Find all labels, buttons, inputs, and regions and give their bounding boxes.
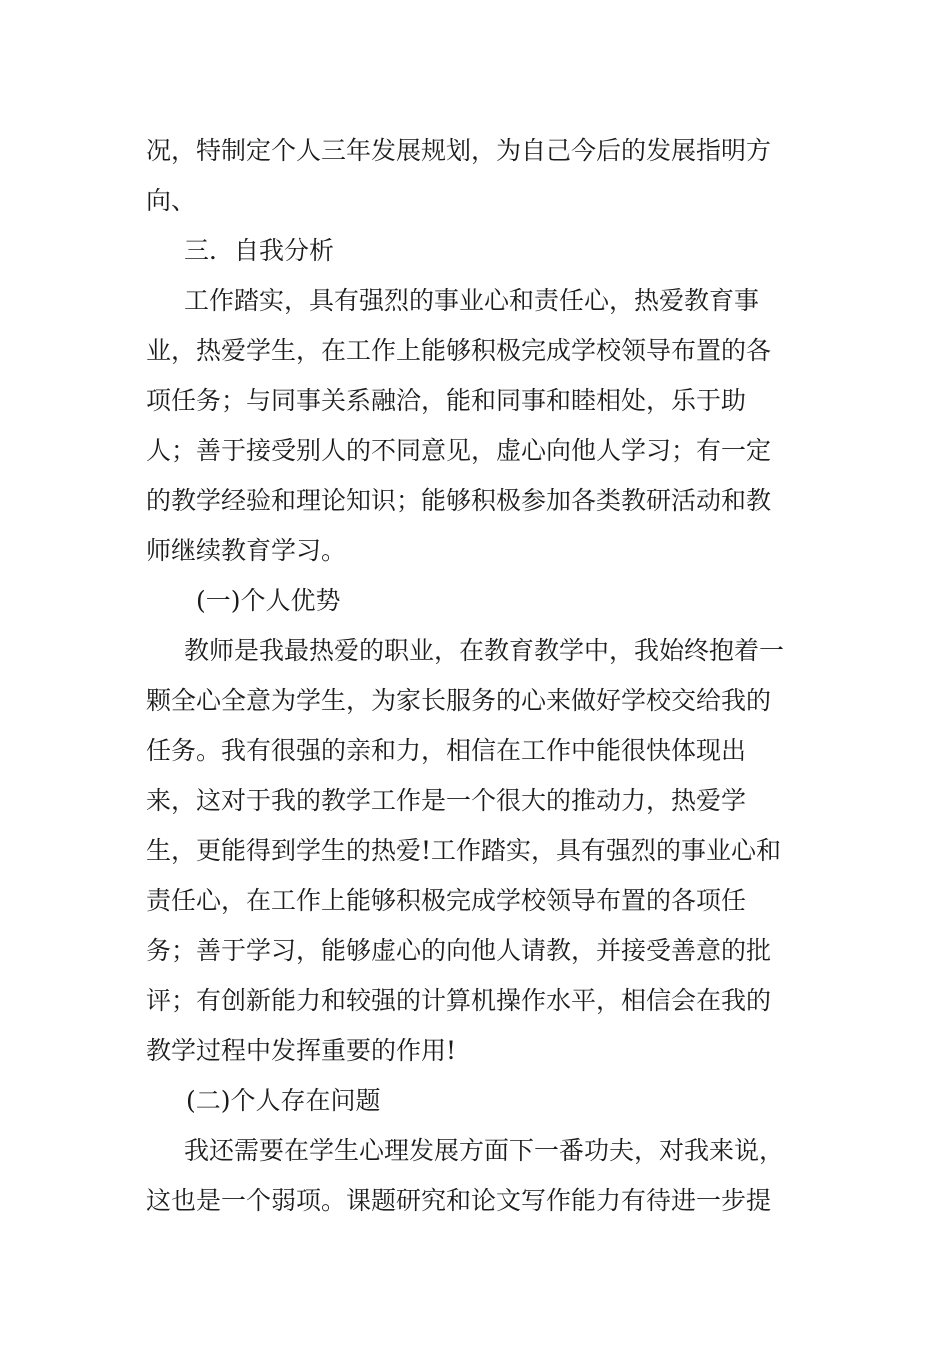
document-body <box>146 126 806 1226</box>
text-line: 我还需要在学生心理发展方面下一番功夫，对我来说， <box>184 1136 785 1165</box>
text-line: 教学过程中发挥重要的作用! <box>146 1036 457 1065</box>
text-line: 人；善于接受别人的不同意见，虚心向他人学习；有一定 <box>146 436 772 465</box>
text-line: 生，更能得到学生的热爱!工作踏实，具有强烈的事业心和 <box>146 836 782 865</box>
text-line: 向、 <box>146 186 197 215</box>
text-line: 的教学经验和理论知识；能够积极参加各类教研活动和教 <box>146 486 772 515</box>
text-line: 项任务；与同事关系融洽，能和同事和睦相处，乐于助 <box>146 386 747 415</box>
text-line: 工作踏实，具有强烈的事业心和责任心，热爱教育事 <box>184 286 760 315</box>
text-line: 教师是我最热爱的职业，在教育教学中，我始终抱着一 <box>184 636 785 665</box>
text-line: 况，特制定个人三年发展规划，为自己今后的发展指明方 <box>146 136 772 165</box>
text-line: 颗全心全意为学生，为家长服务的心来做好学校交给我的 <box>146 686 772 715</box>
subsection-heading-strengths: (一)个人优势 <box>196 586 341 615</box>
text-line: 务；善于学习，能够虚心的向他人请教，并接受善意的批 <box>146 936 772 965</box>
subsection-heading-problems: (二)个人存在问题 <box>186 1086 381 1115</box>
section-heading-self-analysis: 三．自我分析 <box>184 236 335 265</box>
text-line: 责任心，在工作上能够积极完成学校领导布置的各项任 <box>146 886 747 915</box>
text-line: 评；有创新能力和较强的计算机操作水平，相信会在我的 <box>146 986 772 1015</box>
text-line: 任务。我有很强的亲和力，相信在工作中能很快体现出 <box>146 736 747 765</box>
text-line: 业，热爱学生，在工作上能够积极完成学校领导布置的各 <box>146 336 772 365</box>
text-line: 来，这对于我的教学工作是一个很大的推动力，热爱学 <box>146 786 747 815</box>
text-line: 师继续教育学习。 <box>146 536 347 565</box>
text-line: 这也是一个弱项。课题研究和论文写作能力有待进一步提 <box>146 1186 772 1215</box>
